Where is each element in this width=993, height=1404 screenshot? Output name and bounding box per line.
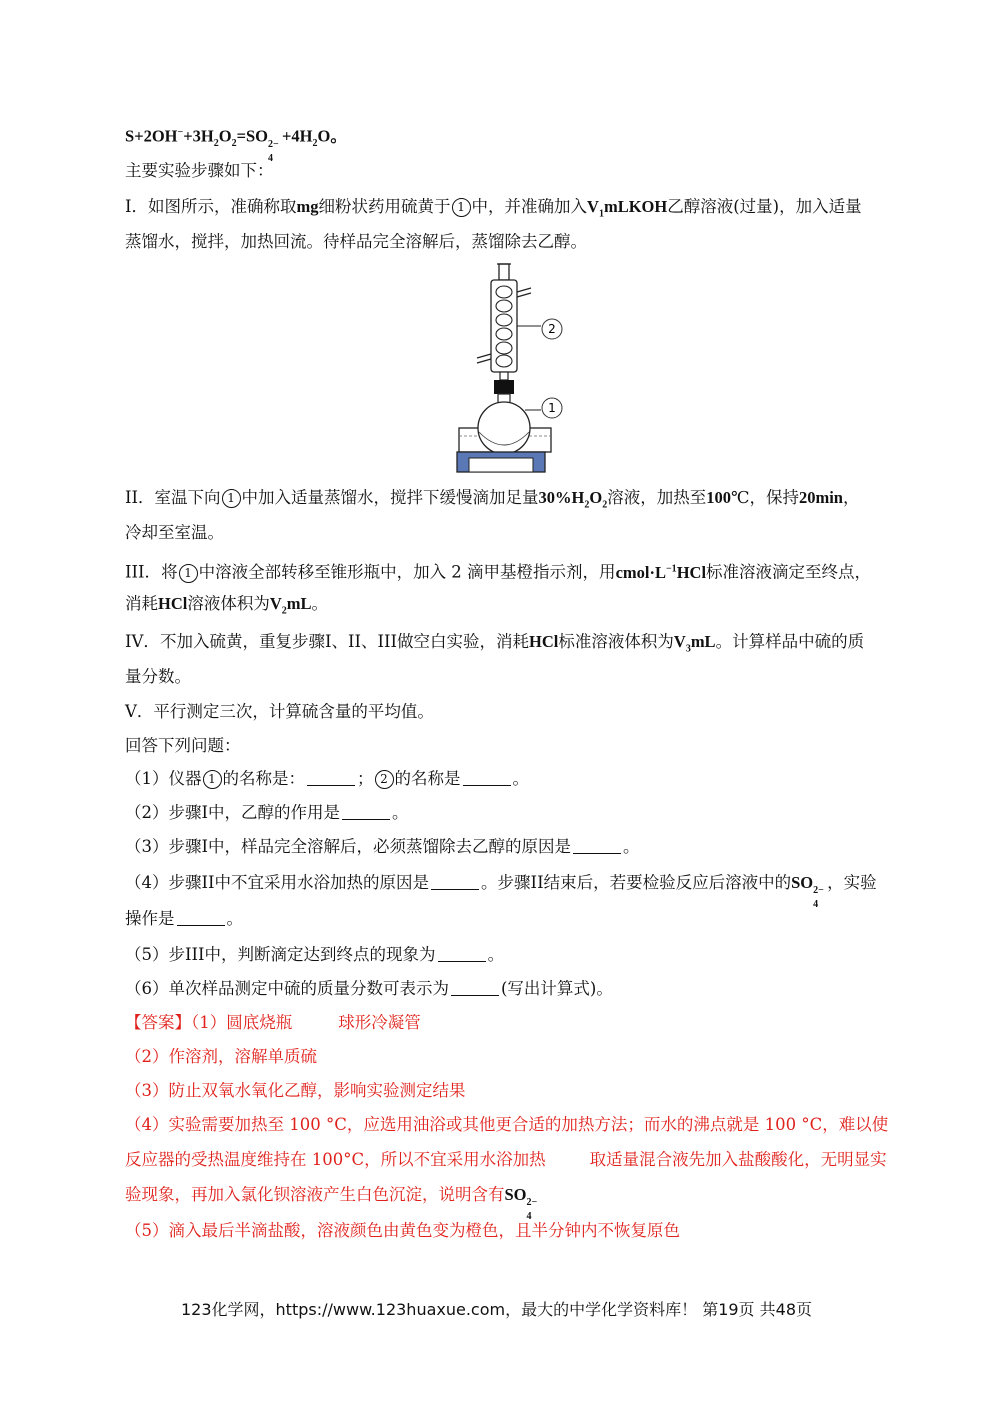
question-4-line-1: （4）步骤II中不宜采用水浴加热的原因是 。步骤II结束后，若要检验反应后溶液中的SO 2− 4 ，实验 (125, 873, 877, 910)
step-4-line-2: 量分数。 (125, 667, 191, 686)
step-4-line-1: IV．不加入硫黄，重复步骤I、II、III做空白实验，消耗HCl标准溶液体积为$V_3mL$。计算样品中硫的质 (125, 632, 865, 655)
step-3-line-1: III．将 1 中溶液全部转移至锥形瓶中，加入 2 滴甲基橙指示剂，用$cmol\cdot L^{-1}HCl$标准溶液滴定至终点， (125, 562, 872, 582)
circled-number-2: 2 (375, 770, 394, 789)
reaction-equation: $S+2OH^-+3H_2O_2=SO$ 2− 4 $+4H_2O$。 (125, 126, 347, 164)
answer-blank[interactable] (451, 979, 499, 996)
intro-text: 主要实验步骤如下： (125, 161, 274, 180)
step-5-text: V．平行测定三次，计算硫含量的平均值。 (125, 702, 434, 721)
answer-1: 【答案】（1）圆底烧瓶 球形冷凝管 (125, 1013, 421, 1032)
questions-intro: 回答下列问题： (125, 736, 241, 755)
step-1-line-2: 蒸馏水，搅拌，加热回流。待样品完全溶解后，蒸馏除去乙醇。 (125, 232, 587, 251)
answer-4-line-3: 验现象，再加入氯化钡溶液产生白色沉淀，说明含有SO 2− 4 (125, 1185, 538, 1222)
answer-blank[interactable] (307, 769, 355, 786)
answer-4-line-2: 反应器的受热温度维持在 100°C，所以不宜采用水浴加热 取适量混合液先加入盐酸酸化，无明显实 (125, 1150, 887, 1169)
answer-blank[interactable] (463, 769, 511, 786)
answer-3: （3）防止双氧水氧化乙醇，影响实验测定结果 (125, 1081, 466, 1100)
step-2-line-1: II．室温下向 1 中加入适量蒸馏水，搅拌下缓慢滴加足量$30\%H_2O_2$溶液，加热至100℃，保持20min， (125, 488, 860, 511)
label-2-text: 2 (548, 322, 556, 336)
reflux-apparatus-diagram (455, 262, 595, 474)
answer-blank[interactable] (342, 803, 390, 820)
step-1-line-1: I．如图所示，准确称取mg细粉状药用硫黄于 1 中，并准确加入$V_1mLKOH$乙醇溶液(过量)，加入适量 (125, 197, 862, 220)
step-3-line-2: 消耗HCl溶液体积为$V_2mL$。 (125, 594, 329, 617)
question-2: （2）步骤I中，乙醇的作用是 。 (125, 803, 409, 822)
question-3: （3）步骤I中，样品完全溶解后，必须蒸馏除去乙醇的原因是 。 (125, 837, 640, 856)
page-footer: 123化学网，https://www.123huaxue.com，最大的中学化学资料库！ 第19页 共48页 (181, 1300, 812, 1319)
answer-blank[interactable] (177, 909, 225, 926)
answer-5: （5）滴入最后半滴盐酸，溶液颜色由黄色变为橙色，且半分钟内不恢复原色 (125, 1221, 680, 1240)
answer-4-line-1: （4）实验需要加热至 100 °C，应选用油浴或其他更合适的加热方法；而水的沸点就是 100 °C，难以使 (125, 1115, 889, 1134)
question-6: （6）单次样品测定中硫的质量分数可表示为 (写出计算式)。 (125, 979, 613, 998)
step-2-line-2: 冷却至室温。 (125, 523, 224, 542)
reflux-apparatus-figure (455, 262, 595, 474)
label-1-text: 1 (548, 401, 556, 415)
question-5: （5）步III中，判断滴定达到终点的现象为 。 (125, 945, 505, 964)
question-1: （1）仪器 1 的名称是： ； 2 的名称是 。 (125, 769, 529, 788)
circled-number-1: 1 (203, 770, 222, 789)
answer-blank[interactable] (431, 873, 479, 890)
question-4-line-2: 操作是 。 (125, 909, 243, 928)
answer-blank[interactable] (438, 945, 486, 962)
answer-blank[interactable] (573, 837, 621, 854)
circled-number-1: 1 (452, 198, 471, 217)
answer-2: （2）作溶剂，溶解单质硫 (125, 1047, 317, 1066)
circled-number-1: 1 (179, 564, 198, 583)
answer-tag: 【答案】 (125, 1013, 191, 1032)
circled-number-1: 1 (222, 489, 241, 508)
